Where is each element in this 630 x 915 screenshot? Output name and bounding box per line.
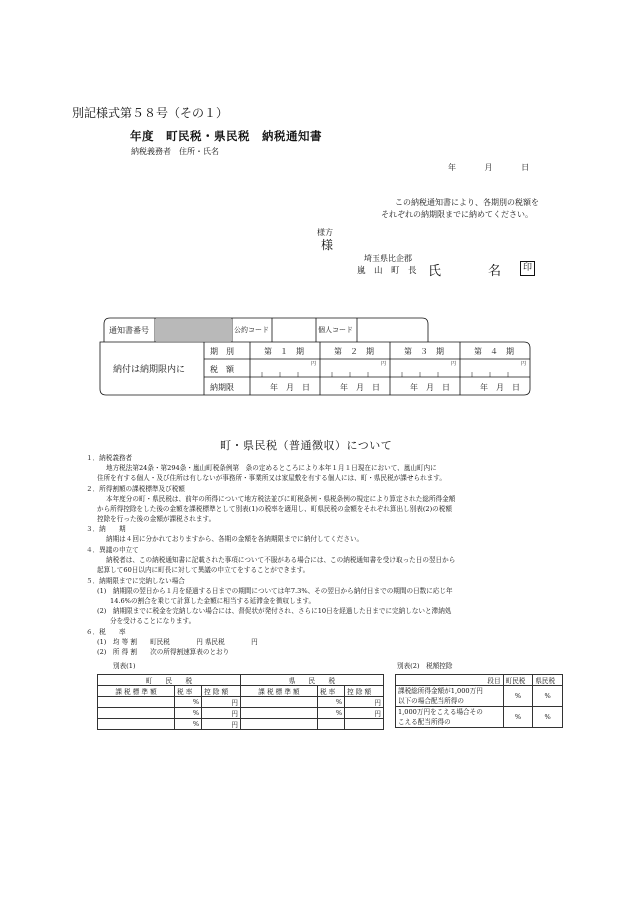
table1-town-deduction: 控 除 額 xyxy=(202,686,241,697)
s4-head: ４．異議の申立て xyxy=(86,546,139,554)
period-3: 第 ３ 期 xyxy=(404,347,444,356)
s5-line1: (1) 納期限の翌日から１月を経過する日までの期間については年7.3%、その翌日から納付日までの期間の日数に応じ年 xyxy=(97,587,453,595)
s4-line1: 納税者は、この納税通知書に記載された事項について不服がある場合には、この納税通知書を受け取った日の翌日から xyxy=(106,556,456,564)
tax-credit-table xyxy=(395,674,563,728)
pct-cell: % xyxy=(533,686,563,707)
date-label: 年 月 日 xyxy=(448,163,530,172)
yen-4: 円 xyxy=(521,361,527,367)
notice-number-label: 通知書番号 xyxy=(109,326,149,335)
table1-town-base: 課 税 標 準 額 xyxy=(98,686,175,697)
table1-town-rate: 税 率 xyxy=(175,686,202,697)
yen-cell: 円 xyxy=(202,697,241,708)
pct-cell: % xyxy=(503,686,533,707)
notice-line-2: それぞれの納期限までに納めてください。 xyxy=(381,210,533,219)
form-number: 別記様式第５８号（その１） xyxy=(72,106,229,120)
s6-line1: (1) 均 等 割 町民税 円 県民税 円 xyxy=(97,638,258,646)
table1-pref-deduction: 控 除 額 xyxy=(345,686,384,697)
notice-line-1: この納税通知書により、各期別の税額を xyxy=(395,198,539,207)
table1-caption: 別表(1) xyxy=(113,662,136,670)
table-row xyxy=(98,697,384,708)
s6-line2: (2) 所 得 割 次の所得割速算表のとおり xyxy=(97,648,230,656)
issuer-county: 埼玉県比企郡 xyxy=(364,254,412,263)
table2-row1-line2: 以下の場合配当所得の xyxy=(398,697,464,705)
taxpayer-label: 納税義務者 住所・氏名 xyxy=(131,147,219,156)
table2-town-header: 町民税 xyxy=(503,675,533,686)
yen-3: 円 xyxy=(451,361,457,367)
deadline-date-2: 年 月 日 xyxy=(340,383,380,392)
period-label: 期 別 xyxy=(210,347,234,356)
s2-line1: 本年度分の町・県民税は、前年の所得について地方税法並びに町税条例・県税条例の規定により算定された総所得金額 xyxy=(106,495,456,503)
s2-line3: 控除を行った後の金額が課税されます。 xyxy=(97,515,216,523)
pct-cell: % xyxy=(317,708,344,719)
period-2: 第 ２ 期 xyxy=(334,347,374,356)
section-title: 町・県民税（普通徴収）について xyxy=(220,439,393,452)
yen-cell: 円 xyxy=(202,708,241,719)
table2-pref-header: 県民税 xyxy=(533,675,563,686)
document-title: 年度 町民税・県民税 納税通知書 xyxy=(130,129,322,143)
s3-line1: 納期は４回に分かれておりますから、各期の金額を各納期限までに納付してください。 xyxy=(106,535,364,543)
amount-label: 税 額 xyxy=(210,365,234,374)
table1-pref-header: 県 民 税 xyxy=(240,675,383,686)
s5-line3: (2) 納期限までに税金を完納しない場合には、督促状が発付され、さらに10日を経過した日までに完納しないと滞納処 xyxy=(97,607,452,615)
pct-cell: % xyxy=(175,697,202,708)
yen-1: 円 xyxy=(311,361,317,367)
table2-bracket-header: 段目 xyxy=(396,675,504,686)
s2-head: ２．所得割額の課税標準及び税額 xyxy=(86,485,185,493)
deadline-note: 納付は納期限内に xyxy=(113,365,186,375)
pct-cell: % xyxy=(175,708,202,719)
period-4: 第 ４ 期 xyxy=(474,347,514,356)
s5-head: ５．納期限までに完納しない場合 xyxy=(86,577,185,585)
s4-line2: 起算して60日以内に町長に対して異議の申立てをすることができます。 xyxy=(97,566,310,574)
s6-head: ６．税 率 xyxy=(86,628,126,636)
pct-cell: % xyxy=(503,707,533,728)
public-code-label: 公約コード xyxy=(234,326,269,334)
table-row xyxy=(98,719,384,730)
table-row xyxy=(98,708,384,719)
yen-2: 円 xyxy=(381,361,387,367)
period-1: 第 １ 期 xyxy=(264,347,304,356)
s1-line1: 地方税法第24条・第294条・嵐山町税条例第 条の定めるところにより本年１月１日現在において、嵐山町内に xyxy=(106,464,437,472)
table-row xyxy=(396,707,563,728)
table1-pref-base: 課 税 標 準 額 xyxy=(240,686,317,697)
personal-code-label: 個人コード xyxy=(318,326,353,334)
s5-line2: 14.6%の割合を乗じて計算した金額に相当する延滞金を徴収します。 xyxy=(110,597,316,605)
pct-cell: % xyxy=(175,719,202,730)
deadline-date-3: 年 月 日 xyxy=(410,383,450,392)
deadline-date-4: 年 月 日 xyxy=(480,383,520,392)
honorific-small: 様方 xyxy=(317,228,333,237)
pct-cell: % xyxy=(317,697,344,708)
s2-line2: から所得控除をした後の金額を課税標準として別表(1)の税率を適用し、町県民税の金額をそれぞれ算出し別表(2)の税額 xyxy=(97,505,452,513)
s5-line4: 分を受けることになります。 xyxy=(110,617,196,625)
table1-pref-rate: 税 率 xyxy=(317,686,344,697)
s1-head: １．納税義務者 xyxy=(86,454,133,462)
honorific-large: 様 xyxy=(321,238,334,252)
table2-row2-line2: こえる配当所得の xyxy=(398,718,451,726)
table2-caption: 別表(2) 税額控除 xyxy=(397,662,453,670)
pct-cell: % xyxy=(533,707,563,728)
table1-town-header: 町 民 税 xyxy=(98,675,241,686)
s3-head: ３．納 期 xyxy=(86,525,126,533)
yen-cell: 円 xyxy=(345,697,384,708)
deadline-date-1: 年 月 日 xyxy=(270,383,310,392)
issuer-title: 嵐 山 町 長 xyxy=(357,266,417,276)
tax-rate-table xyxy=(97,674,384,730)
s1-line2: 住所を有する個人・及び住所は有しないが事務所・事業所又は家屋敷を有する個人には、町・県民税が課せられます。 xyxy=(97,474,446,482)
yen-cell: 円 xyxy=(345,708,384,719)
seal-stamp: 印 xyxy=(520,261,535,276)
deadline-label: 納期限 xyxy=(210,383,234,392)
issuer-name: 氏 名 xyxy=(428,264,504,279)
table2-row2-line1: 1,000万円をこえる場合その xyxy=(398,708,483,716)
yen-cell: 円 xyxy=(202,719,241,730)
table-row xyxy=(396,686,563,707)
table2-row1-line1: 課税総所得金額が1,000万円 xyxy=(398,687,483,695)
